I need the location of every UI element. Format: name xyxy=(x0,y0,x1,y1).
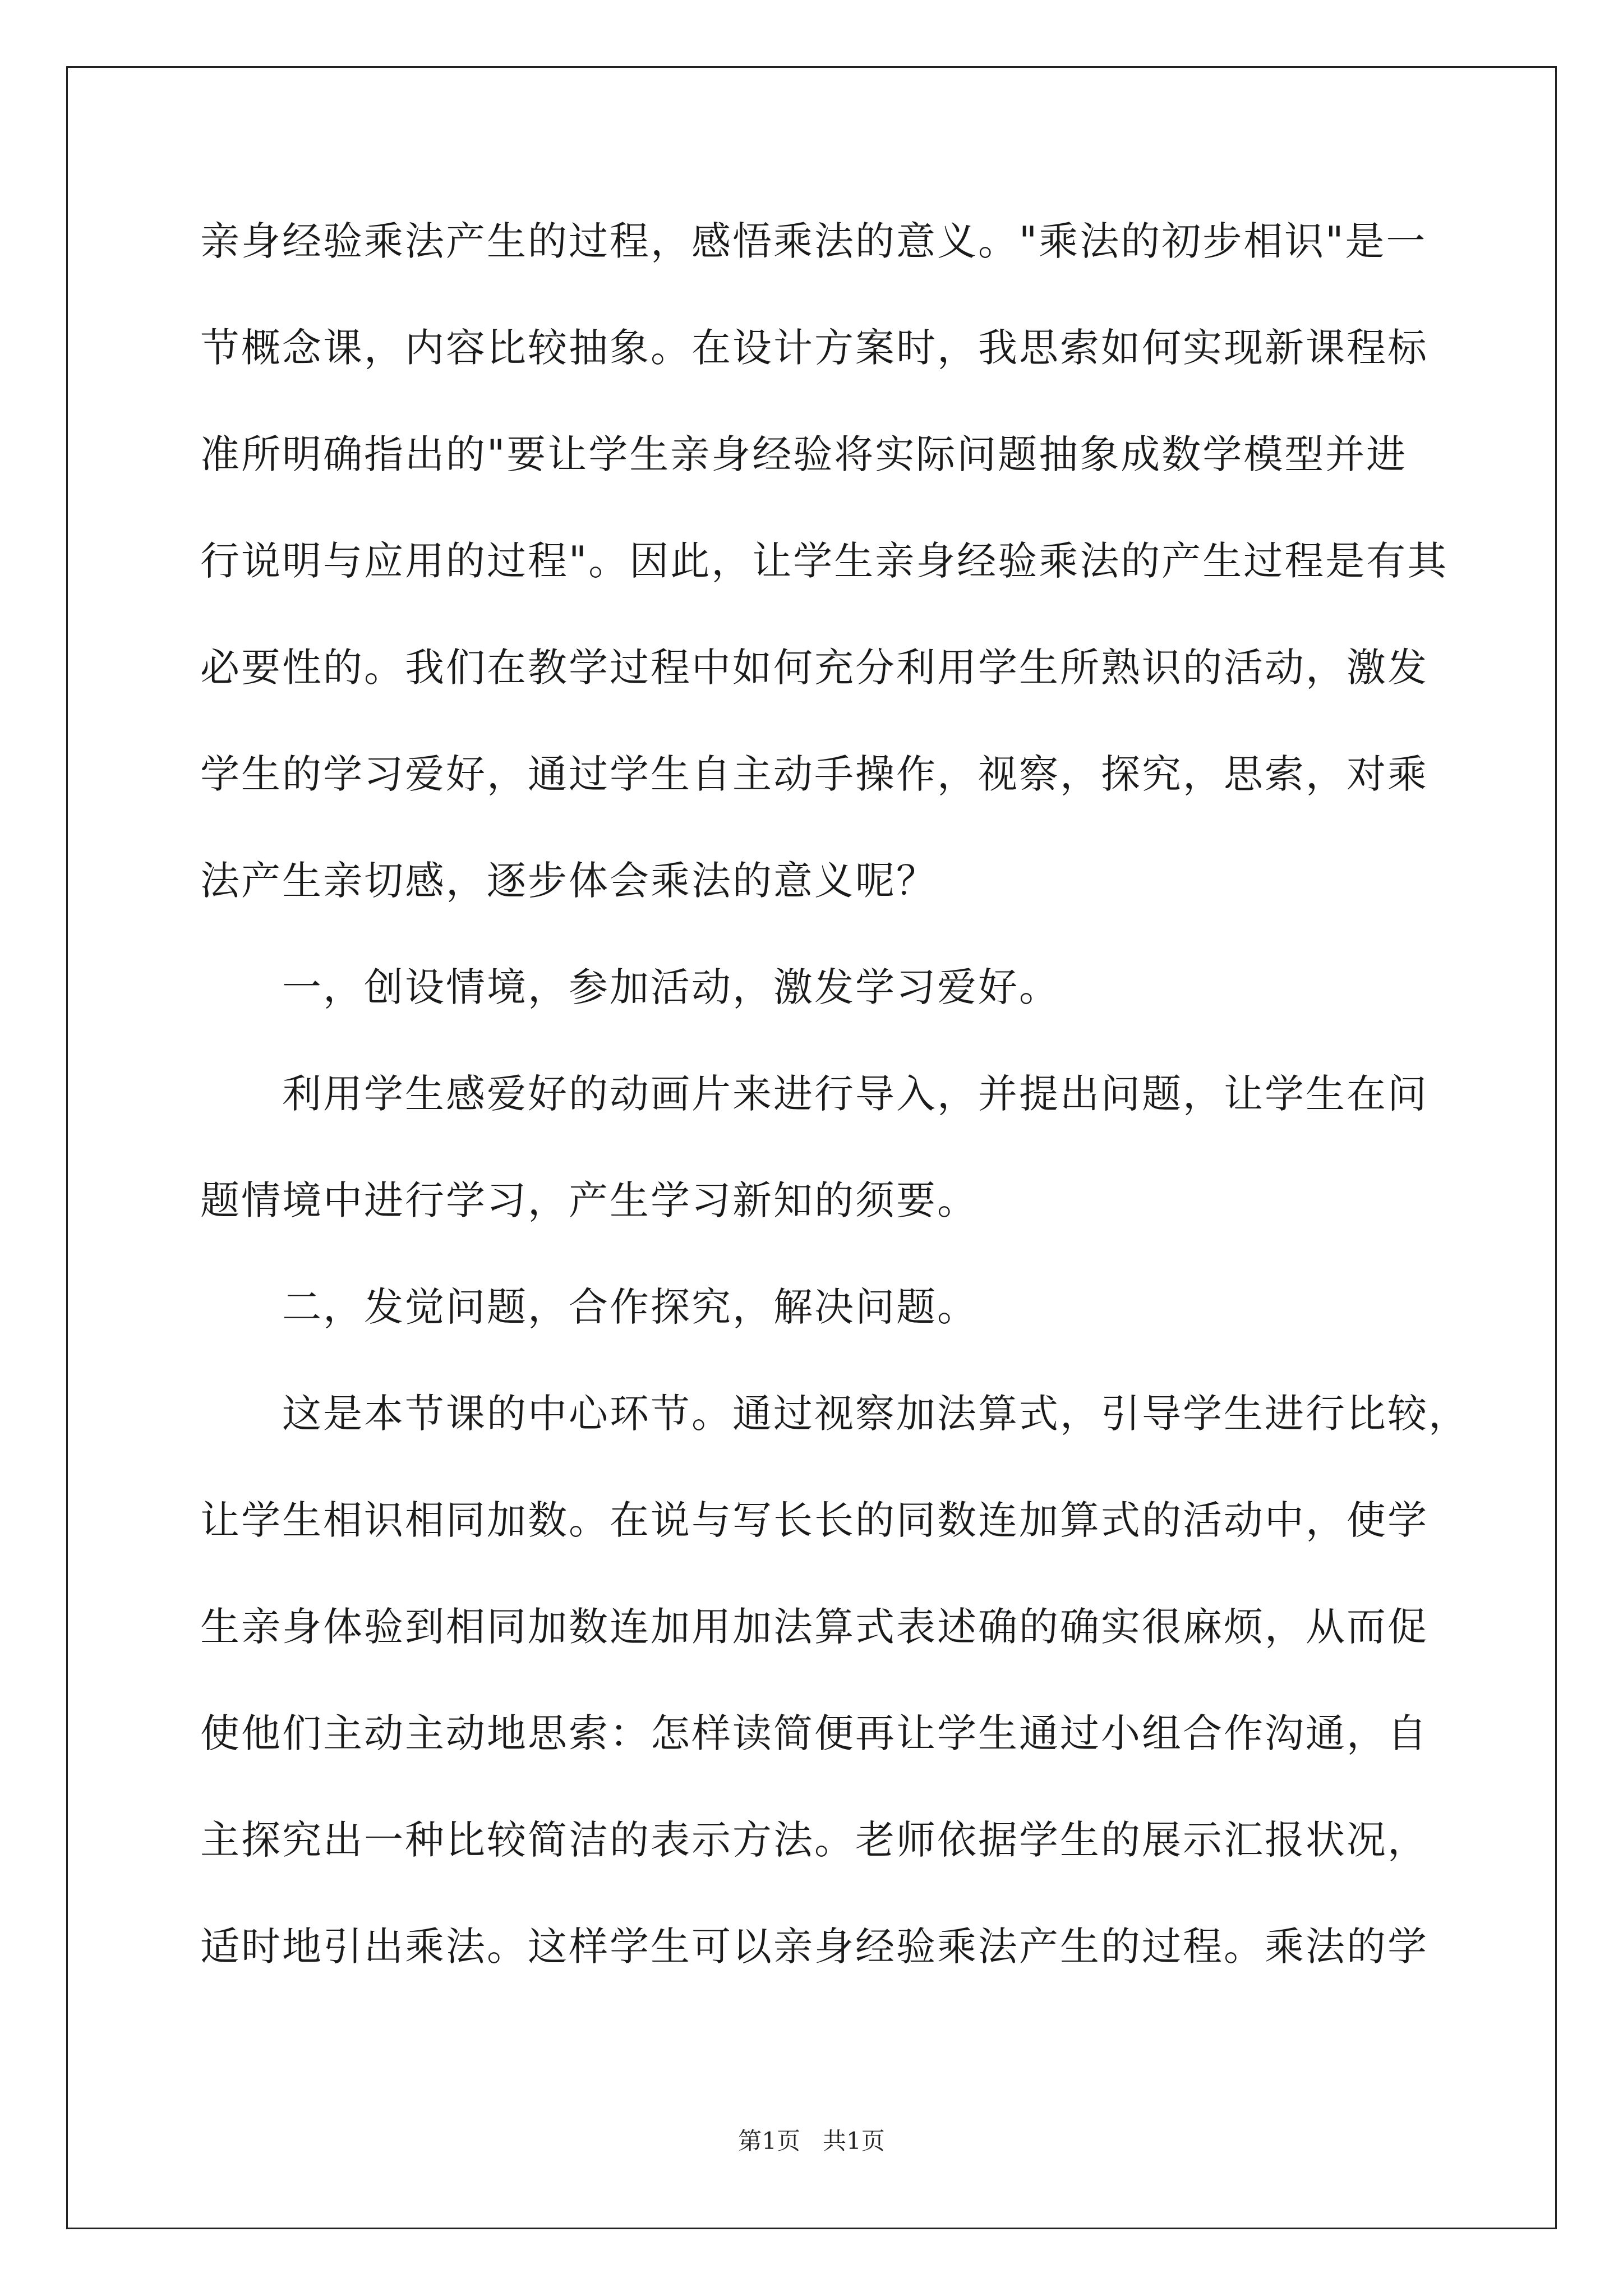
text-line: 主探究出一种比较简洁的表示方法。老师依据学生的展示汇报状况， xyxy=(200,1817,1428,1863)
text-line: 必要性的。我们在教学过程中如何充分利用学生所熟识的活动，激发 xyxy=(200,645,1428,691)
text-line: 学生的学习爱好，通过学生自主动手操作，视察，探究，思索，对乘 xyxy=(200,751,1428,797)
text-line: 让学生相识相同加数。在说与写长长的同数连加算式的活动中，使学 xyxy=(200,1497,1428,1543)
page-number: 第1页 共1页 xyxy=(738,2127,885,2155)
text-line: 生亲身体验到相同加数连加用加法算式表述确的确实很麻烦，从而促 xyxy=(200,1604,1428,1650)
text-line: 题情境中进行学习，产生学习新知的须要。 xyxy=(200,1177,978,1223)
section-heading: 二，发觉问题，合作探究，解决问题。 xyxy=(200,1284,978,1330)
text-line: 适时地引出乘法。这样学生可以亲身经验乘法产生的过程。乘法的学 xyxy=(200,1924,1428,1970)
text-line: 使他们主动主动地思索：怎样读简便再让学生通过小组合作沟通，自 xyxy=(200,1710,1428,1756)
section-heading: 一，创设情境，参加活动，激发学习爱好。 xyxy=(200,964,1060,1010)
text-line: 法产生亲切感，逐步体会乘法的意义呢？ xyxy=(200,858,937,904)
text-line: 这是本节课的中心环节。通过视察加法算式，引导学生进行比较， xyxy=(200,1391,1469,1437)
text-line: 准所明确指出的"要让学生亲身经验将实际问题抽象成数学模型并进 xyxy=(200,431,1408,477)
text-line: 节概念课，内容比较抽象。在设计方案时，我思索如何实现新课程标 xyxy=(200,325,1428,371)
text-line: 亲身经验乘法产生的过程，感悟乘法的意义。"乘法的初步相识"是一 xyxy=(200,218,1427,264)
text-line: 利用学生感爱好的动画片来进行导入，并提出问题，让学生在问 xyxy=(200,1071,1428,1117)
text-line: 行说明与应用的过程"。因此，让学生亲身经验乘法的产生过程是有其 xyxy=(200,538,1449,584)
page-border xyxy=(66,66,1557,2229)
